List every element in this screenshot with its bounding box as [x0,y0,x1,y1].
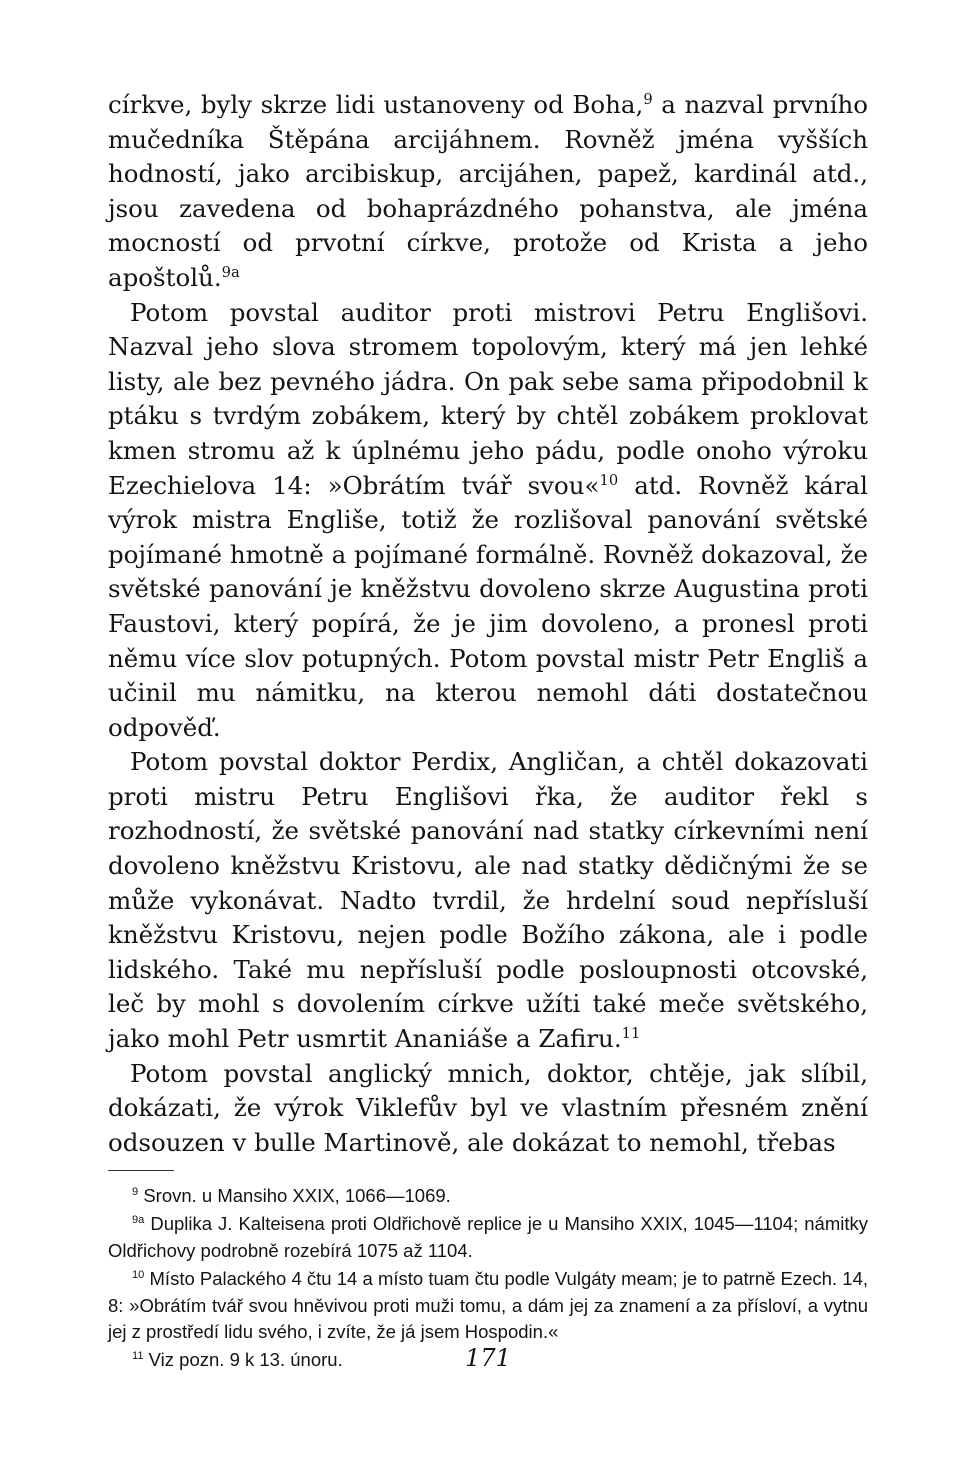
main-text [108,88,868,1160]
paragraph-3: Potom povstal doktor Perdix, Angličan, a chtěl dokazovati proti mistru Petru Englišovi řka, že auditor řekl s rozhodností, že světské panování nad statky církevními není dovoleno kněžstvu Kristovu, ale nad statky dědičnými že se může vykonávat. Nadto tvrdil, že hrdelní soud nepřísluší kněžstvu Kristovu, nejen podle Božího zákona, ale i podle lidského. Také mu nepřísluší podle posloupnosti otcovské, leč by mohl s dovolením církve užíti také meče světského, jako mohl Petr usmrtit Ananiáše a Zafiru.$^{11}$ [108,747,868,1054]
footnote-11: $^{11}$ Viz pozn. 9 k 13. únoru. [132,1349,343,1371]
paragraph-1: církve, byly skrze lidi ustanoveny od Boha,$^9$ a nazval prvního mučedníka Štěpána arcijáhnem. Rovněž jména vyšších hodností, jako arcibiskup, arcijáhen, papež, kardinál atd., jsou zavedena od bohaprázdného pohanstva, ale jména mocností od prvotní církve, protože od Krista a jeho apoštolů.$^{9a}$ [108,90,868,292]
paragraph-2: Potom povstal auditor proti mistrovi Petru Englišovi. Nazval jeho slova stromem topolovým, který má jen lehké listy, ale bez pevného jádra. On pak sebe sama připodobnil k ptáku s tvrdým zobákem, který by chtěl zobákem proklovat kmen stromu až k úplnému jeho pádu, podle onoho výroku Ezechielova 14: »Obrátím tvář svou«$^{10}$ atd. Rovněž káral výrok mistra Engliše, totiž že rozlišoval panování světské pojímané hmotně a pojímané formálně. Rovněž dokazoval, že světské panování je kněžstvu dovoleno skrze Augustina proti Faustovi, který popírá, že je jim dovoleno, a pronesl proti němu více slov potupných. Potom povstal mistr Petr Engliš a učinil mu námitku, na kterou nemohl dáti dostatečnou odpověď. [108,297,868,742]
footnote-9a: $^{9a}$ Duplika J. Kalteisena proti Oldřichově replice je u Mansiho XXIX, 1045—1104; námitky Oldřichovy podrobně rozebírá 1075 až 1104. [108,1213,868,1261]
page-content [108,88,868,1375]
footnote-9: $^9$ Srovn. u Mansiho XXIX, 1066—1069. [132,1185,451,1207]
footnote-ref-9[interactable]: 9 [643,90,653,108]
page-number: 171 [465,1344,511,1372]
paragraph-4: Potom povstal anglický mnich, doktor, chtěje, jak slíbil, dokázati, že výrok Viklefův byl ve vlastním přesném znění odsouzen v bulle Martinově, ale dokázat to nemohl, třebas [108,1058,868,1157]
footnote-ref-10[interactable]: 10 [599,471,619,489]
footnote-divider [108,1170,174,1171]
footnote-10: $^{10}$ Místo Palackého 4 čtu 14 a místo tuam čtu podle Vulgáty meam; je to patrně Ezech. 14, 8: »Obrátím tvář svou hněvivou proti muži tomu, a dám jej za znamení a za přísloví, a vytnu jej z prostředí lidu svého, i zvíte, že já jsem Hospodin.« [108,1267,868,1343]
footnote-ref-11[interactable]: 11 [621,1024,641,1042]
footnote-ref-9a[interactable]: 9a [221,263,240,281]
